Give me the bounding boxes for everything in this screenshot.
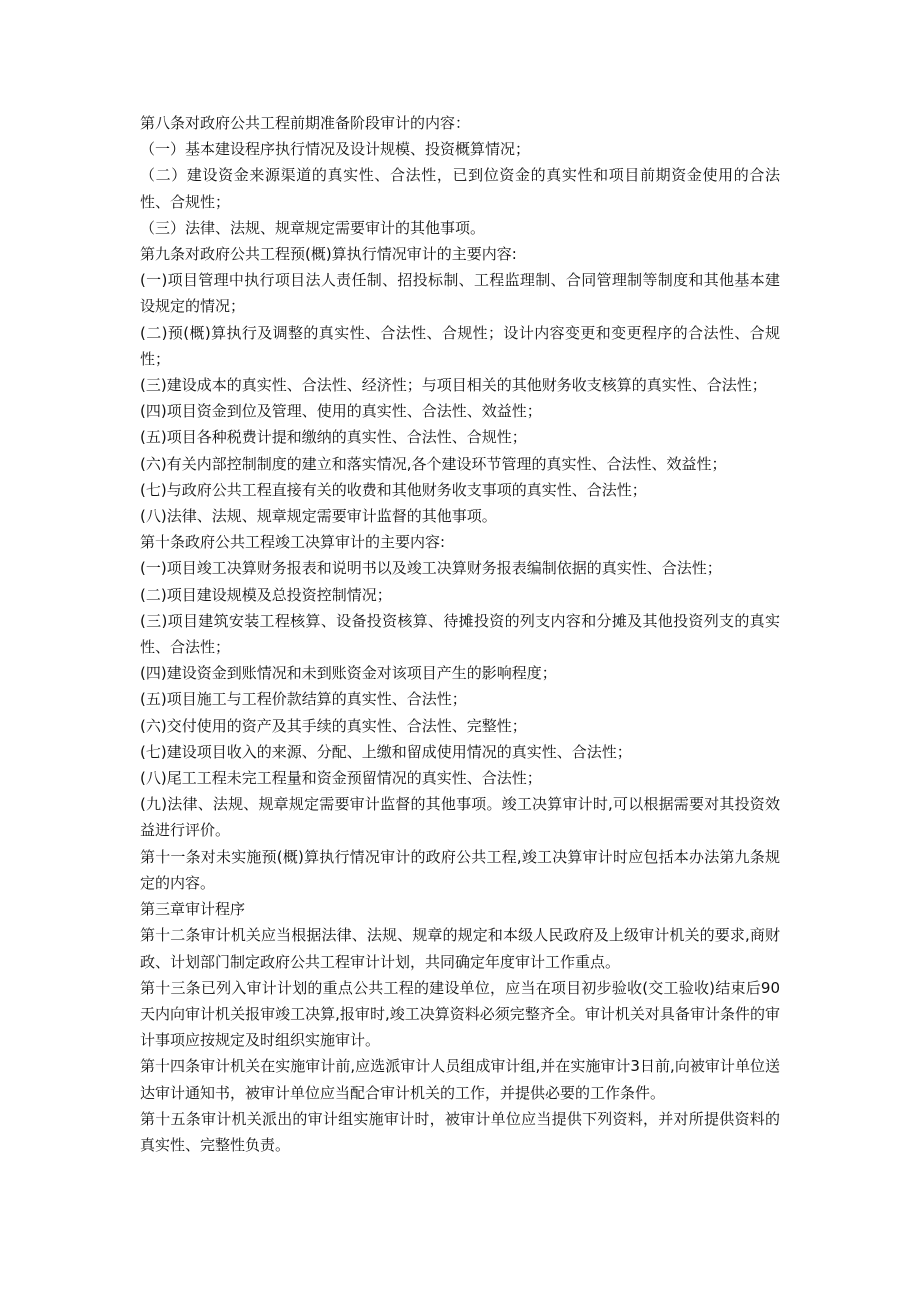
article-14: 第十四条审计机关在实施审计前,应选派审计人员组成审计组,并在实施审计3日前,向被审计单位送达审计通知书，被审计单位应当配合审计机关的工作，并提供必要的工作条件。 bbox=[140, 1057, 780, 1102]
article-12: 第十二条审计机关应当根据法律、法规、规章的规定和本级人民政府及上级审计机关的要求,商财政、计划部门制定政府公共工程审计计划，共同确定年度审计工作重点。 bbox=[140, 926, 780, 971]
article-9-item-7: (七)与政府公共工程直接有关的收费和其他财务收支事项的真实性、合法性； bbox=[140, 480, 647, 499]
article-13: 第十三条已列入审计计划的重点公共工程的建设单位，应当在项目初步验收(交工验收)结束后90天内向审计机关报审竣工决算,报审时,竣工决算资料必须完整齐全。审计机关对具备审计条件的审计事项应按规定及时组织实施审计。 bbox=[140, 978, 780, 1050]
article-15: 第十五条审计机关派出的审计组实施审计时，被审计单位应当提供下列资料，并对所提供资料的真实性、完整性负责。 bbox=[140, 1109, 780, 1154]
article-10-item-6: (六)交付使用的资产及其手续的真实性、合法性、完整性； bbox=[140, 716, 527, 735]
document-body bbox=[140, 110, 780, 1158]
chapter-3-heading: 第三章审计程序 bbox=[140, 900, 246, 919]
article-10-heading: 第十条政府公共工程竣工决算审计的主要内容: bbox=[140, 533, 446, 552]
article-10-item-8: (八)尾工工程未完工程量和资金预留情况的真实性、合法性； bbox=[140, 769, 542, 788]
article-10-item-5: (五)项目施工与工程价款结算的真实性、合法性； bbox=[140, 690, 467, 709]
article-8-item-2: （二）建设资金来源渠道的真实性、合法性，已到位资金的真实性和项目前期资金使用的合法性、合规性； bbox=[140, 166, 780, 211]
article-10-item-7: (七)建设项目收入的来源、分配、上缴和留成使用情况的真实性、合法性； bbox=[140, 742, 632, 761]
article-9-item-1: (一)项目管理中执行项目法人责任制、招投标制、工程监理制、合同管理制等制度和其他基本建设规定的情况； bbox=[140, 271, 780, 316]
article-8-heading: 第八条对政府公共工程前期准备阶段审计的内容： bbox=[140, 114, 471, 132]
article-11: 第十一条对未实施预(概)算执行情况审计的政府公共工程,竣工决算审计时应包括本办法第九条规定的内容。 bbox=[140, 847, 780, 892]
article-9-item-5: (五)项目各种税费计提和缴纳的真实性、合法性、合规性； bbox=[140, 428, 527, 447]
article-9-item-3: (三)建设成本的真实性、合法性、经济性；与项目相关的其他财务收支核算的真实性、合法性； bbox=[140, 376, 767, 395]
article-9-heading: 第九条对政府公共工程预(概)算执行情况审计的主要内容: bbox=[140, 245, 517, 264]
article-10-item-9: (九)法律、法规、规章规定需要审计监督的其他事项。竣工决算审计时,可以根据需要对其投资效益进行评价。 bbox=[140, 795, 780, 840]
article-10-item-1: (一)项目竣工决算财务报表和说明书以及竣工决算财务报表编制依据的真实性、合法性； bbox=[140, 559, 722, 578]
article-9-item-2: (二)预(概)算执行及调整的真实性、合法性、合规性；设计内容变更和变更程序的合法性、合规性； bbox=[140, 323, 780, 368]
article-10-item-3: (三)项目建筑安装工程核算、设备投资核算、待摊投资的列支内容和分摊及其他投资列支的真实性、合法性； bbox=[140, 611, 780, 657]
article-10-item-4: (四)建设资金到账情况和未到账资金对该项目产生的影响程度； bbox=[140, 664, 557, 683]
article-9-item-6: (六)有关内部控制制度的建立和落实情况,各个建设环节管理的真实性、合法性、效益性； bbox=[140, 454, 727, 473]
article-8-item-1: （一）基本建设程序执行情况及设计规模、投资概算情况； bbox=[140, 140, 531, 159]
article-10-item-2: (二)项目建设规模及总投资控制情况； bbox=[140, 585, 392, 604]
article-9-item-8: (八)法律、法规、规章规定需要审计监督的其他事项。 bbox=[140, 507, 497, 526]
article-9-item-4: (四)项目资金到位及管理、使用的真实性、合法性、效益性； bbox=[140, 402, 542, 421]
article-8-item-3: （三）法律、法规、规章规定需要审计的其他事项。 bbox=[140, 218, 486, 237]
